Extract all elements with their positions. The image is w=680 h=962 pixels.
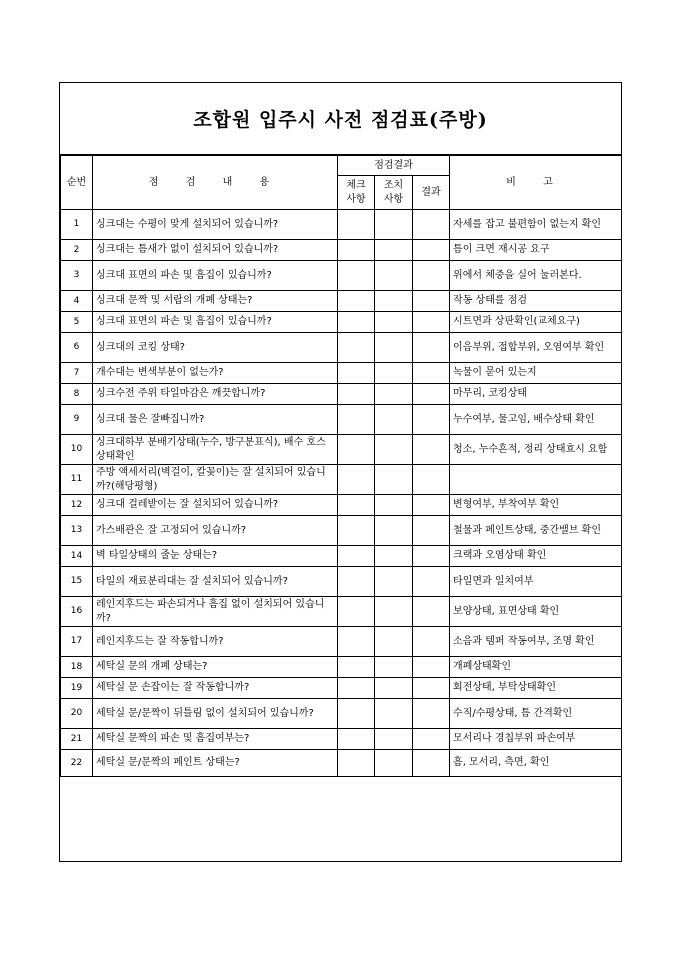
row-note: 소음과 템퍼 작동여부, 조명 확인 bbox=[450, 627, 622, 657]
row-item: 싱크수전 주위 타일마감은 깨끗합니까? bbox=[93, 384, 338, 405]
check-cell[interactable] bbox=[338, 750, 375, 777]
row-note: 크랙과 오염상태 확인 bbox=[450, 546, 622, 567]
table-row bbox=[61, 435, 622, 465]
row-number: 12 bbox=[61, 495, 93, 516]
row-item: 타일의 재료분리대는 잘 설치되어 있습니까? bbox=[93, 567, 338, 597]
row-note: 수직/수평상태, 틈 간격확인 bbox=[450, 699, 622, 729]
result-cell[interactable] bbox=[413, 597, 450, 627]
row-note: 녹물이 묻어 있는지 bbox=[450, 363, 622, 384]
row-number: 7 bbox=[61, 363, 93, 384]
table-row bbox=[61, 657, 622, 678]
action-cell[interactable] bbox=[375, 678, 413, 699]
row-item: 싱크대는 틈새가 없이 설치되어 있습니까? bbox=[93, 240, 338, 261]
check-cell[interactable] bbox=[338, 333, 375, 363]
check-cell[interactable] bbox=[338, 384, 375, 405]
row-note: 이음부위, 접합부위, 오염여부 확인 bbox=[450, 333, 622, 363]
row-item: 싱크대 표면의 파손 및 흠집이 있습니까? bbox=[93, 312, 338, 333]
row-note: 변형여부, 부착여부 확인 bbox=[450, 495, 622, 516]
table-row bbox=[61, 465, 622, 495]
row-note: 마무리, 코킹상태 bbox=[450, 384, 622, 405]
table-row bbox=[61, 240, 622, 261]
action-cell[interactable] bbox=[375, 627, 413, 657]
table-row bbox=[61, 567, 622, 597]
check-cell[interactable] bbox=[338, 363, 375, 384]
action-cell[interactable] bbox=[375, 312, 413, 333]
row-item: 세탁실 문 손잡이는 잘 작동합니까? bbox=[93, 678, 338, 699]
check-cell[interactable] bbox=[338, 678, 375, 699]
page-title: 조합원 입주시 사전 점검표(주방) bbox=[193, 109, 488, 131]
table-row bbox=[61, 516, 622, 546]
header-content: 점 검 내 용 bbox=[93, 156, 338, 210]
action-cell[interactable] bbox=[375, 546, 413, 567]
table-row bbox=[61, 750, 622, 777]
header-result: 결과 bbox=[413, 176, 450, 210]
table-row bbox=[61, 597, 622, 627]
row-number: 9 bbox=[61, 405, 93, 435]
row-note: 모서리나 경칩부위 파손여부 bbox=[450, 729, 622, 750]
row-number: 8 bbox=[61, 384, 93, 405]
action-cell[interactable] bbox=[375, 699, 413, 729]
row-item: 벽 타일상태의 줄눈 상태는? bbox=[93, 546, 338, 567]
row-item: 주방 액세서리(벽걸이, 칼꽂이)는 잘 설치되어 있습니까?(해당평형) bbox=[93, 465, 338, 495]
check-cell[interactable] bbox=[338, 240, 375, 261]
result-cell[interactable] bbox=[413, 435, 450, 465]
row-item: 세탁실 문/문짝이 뒤틀림 없이 설치되어 있습니까? bbox=[93, 699, 338, 729]
result-cell[interactable] bbox=[413, 291, 450, 312]
result-cell[interactable] bbox=[413, 240, 450, 261]
table-row bbox=[61, 210, 622, 240]
row-number: 17 bbox=[61, 627, 93, 657]
check-cell[interactable] bbox=[338, 291, 375, 312]
row-item: 싱크대는 수평이 맞게 설치되어 있습니까? bbox=[93, 210, 338, 240]
table-row bbox=[61, 291, 622, 312]
check-cell[interactable] bbox=[338, 261, 375, 291]
table-row bbox=[61, 384, 622, 405]
row-number: 2 bbox=[61, 240, 93, 261]
result-cell[interactable] bbox=[413, 699, 450, 729]
header-no: 순번 bbox=[61, 156, 93, 210]
table-row bbox=[61, 678, 622, 699]
row-number: 22 bbox=[61, 750, 93, 777]
row-note: 자세를 잡고 불편함이 없는지 확인 bbox=[450, 210, 622, 240]
check-cell[interactable] bbox=[338, 405, 375, 435]
action-cell[interactable] bbox=[375, 210, 413, 240]
result-cell[interactable] bbox=[413, 405, 450, 435]
check-cell[interactable] bbox=[338, 597, 375, 627]
check-cell[interactable] bbox=[338, 312, 375, 333]
row-number: 5 bbox=[61, 312, 93, 333]
row-item: 세탁실 문/문짝의 페인트 상태는? bbox=[93, 750, 338, 777]
action-cell[interactable] bbox=[375, 729, 413, 750]
row-note: 위에서 체중을 실어 눌러본다. bbox=[450, 261, 622, 291]
row-number: 6 bbox=[61, 333, 93, 363]
row-number: 18 bbox=[61, 657, 93, 678]
header-result-group: 점검결과 bbox=[338, 156, 450, 176]
row-item: 싱크대하부 분배기상태(누수, 방구분표식), 배수 호스상태확인 bbox=[93, 435, 338, 465]
checklist-document bbox=[59, 82, 622, 862]
row-number: 14 bbox=[61, 546, 93, 567]
row-number: 19 bbox=[61, 678, 93, 699]
row-item: 싱크대 물은 잘빠집니까? bbox=[93, 405, 338, 435]
row-note: 작동 상태를 점검 bbox=[450, 291, 622, 312]
result-cell[interactable] bbox=[413, 657, 450, 678]
result-cell[interactable] bbox=[413, 210, 450, 240]
header-action: 조치 사항 bbox=[375, 176, 413, 210]
action-cell[interactable] bbox=[375, 597, 413, 627]
check-cell[interactable] bbox=[338, 657, 375, 678]
action-cell[interactable] bbox=[375, 363, 413, 384]
row-number: 4 bbox=[61, 291, 93, 312]
title-box bbox=[60, 83, 621, 155]
row-note: 철물과 페인트상태, 중간밸브 확인 bbox=[450, 516, 622, 546]
action-cell[interactable] bbox=[375, 405, 413, 435]
check-cell[interactable] bbox=[338, 465, 375, 495]
result-cell[interactable] bbox=[413, 495, 450, 516]
result-cell[interactable] bbox=[413, 516, 450, 546]
row-item: 세탁실 문짝의 파손 및 흠집여부는? bbox=[93, 729, 338, 750]
header-note: 비 고 bbox=[450, 156, 622, 210]
action-cell[interactable] bbox=[375, 495, 413, 516]
result-cell[interactable] bbox=[413, 750, 450, 777]
table-row bbox=[61, 729, 622, 750]
result-cell[interactable] bbox=[413, 312, 450, 333]
check-cell[interactable] bbox=[338, 699, 375, 729]
row-item: 싱크대의 코킹 상태? bbox=[93, 333, 338, 363]
result-cell[interactable] bbox=[413, 465, 450, 495]
row-note: 누수여부, 물고임, 배수상태 확인 bbox=[450, 405, 622, 435]
action-cell[interactable] bbox=[375, 240, 413, 261]
check-cell[interactable] bbox=[338, 567, 375, 597]
row-note: 타일면과 일치여부 bbox=[450, 567, 622, 597]
table-row bbox=[61, 405, 622, 435]
row-number: 15 bbox=[61, 567, 93, 597]
table-row bbox=[61, 627, 622, 657]
check-cell[interactable] bbox=[338, 627, 375, 657]
check-cell[interactable] bbox=[338, 435, 375, 465]
result-cell[interactable] bbox=[413, 678, 450, 699]
row-number: 11 bbox=[61, 465, 93, 495]
row-note: 보양상태, 표면상태 확인 bbox=[450, 597, 622, 627]
row-item: 싱크대 문짝 및 서랍의 개폐 상태는? bbox=[93, 291, 338, 312]
action-cell[interactable] bbox=[375, 384, 413, 405]
row-item: 개수대는 변색부분이 없는가? bbox=[93, 363, 338, 384]
row-note bbox=[450, 465, 622, 495]
action-cell[interactable] bbox=[375, 333, 413, 363]
check-cell[interactable] bbox=[338, 729, 375, 750]
table-row bbox=[61, 261, 622, 291]
header-check: 체크 사항 bbox=[338, 176, 375, 210]
table-row bbox=[61, 699, 622, 729]
action-cell[interactable] bbox=[375, 657, 413, 678]
result-cell[interactable] bbox=[413, 546, 450, 567]
action-cell[interactable] bbox=[375, 465, 413, 495]
result-cell[interactable] bbox=[413, 261, 450, 291]
result-cell[interactable] bbox=[413, 384, 450, 405]
result-cell[interactable] bbox=[413, 729, 450, 750]
row-number: 13 bbox=[61, 516, 93, 546]
table-row bbox=[61, 546, 622, 567]
action-cell[interactable] bbox=[375, 567, 413, 597]
action-cell[interactable] bbox=[375, 261, 413, 291]
check-cell[interactable] bbox=[338, 210, 375, 240]
result-cell[interactable] bbox=[413, 627, 450, 657]
row-item: 가스배관은 잘 고정되어 있습니까? bbox=[93, 516, 338, 546]
row-number: 3 bbox=[61, 261, 93, 291]
row-note: 틈이 크면 재시공 요구 bbox=[450, 240, 622, 261]
inspection-table bbox=[60, 155, 622, 777]
row-number: 21 bbox=[61, 729, 93, 750]
row-number: 16 bbox=[61, 597, 93, 627]
result-cell[interactable] bbox=[413, 333, 450, 363]
row-number: 10 bbox=[61, 435, 93, 465]
action-cell[interactable] bbox=[375, 435, 413, 465]
row-note: 개폐상태확인 bbox=[450, 657, 622, 678]
table-row bbox=[61, 333, 622, 363]
row-note: 흠, 모서리, 측면, 확인 bbox=[450, 750, 622, 777]
table-row bbox=[61, 363, 622, 384]
check-cell[interactable] bbox=[338, 516, 375, 546]
row-note: 시트면과 상판확인(교체요구) bbox=[450, 312, 622, 333]
table-row bbox=[61, 312, 622, 333]
check-cell[interactable] bbox=[338, 495, 375, 516]
table-row bbox=[61, 495, 622, 516]
result-cell[interactable] bbox=[413, 567, 450, 597]
action-cell[interactable] bbox=[375, 516, 413, 546]
row-item: 싱크대 표면의 파손 및 흠집이 있습니까? bbox=[93, 261, 338, 291]
row-note: 회전상태, 부탁상태확인 bbox=[450, 678, 622, 699]
row-item: 세탁실 문의 개폐 상태는? bbox=[93, 657, 338, 678]
row-number: 1 bbox=[61, 210, 93, 240]
row-item: 레인지후드는 파손되거나 흠집 없이 설치되어 있습니까? bbox=[93, 597, 338, 627]
action-cell[interactable] bbox=[375, 750, 413, 777]
result-cell[interactable] bbox=[413, 363, 450, 384]
row-note: 청소, 누수흔적, 정리 상태효시 요함 bbox=[450, 435, 622, 465]
row-item: 레인지후드는 잘 작동합니까? bbox=[93, 627, 338, 657]
check-cell[interactable] bbox=[338, 546, 375, 567]
row-number: 20 bbox=[61, 699, 93, 729]
action-cell[interactable] bbox=[375, 291, 413, 312]
row-item: 싱크대 걸레받이는 잘 설치되어 있습니까? bbox=[93, 495, 338, 516]
